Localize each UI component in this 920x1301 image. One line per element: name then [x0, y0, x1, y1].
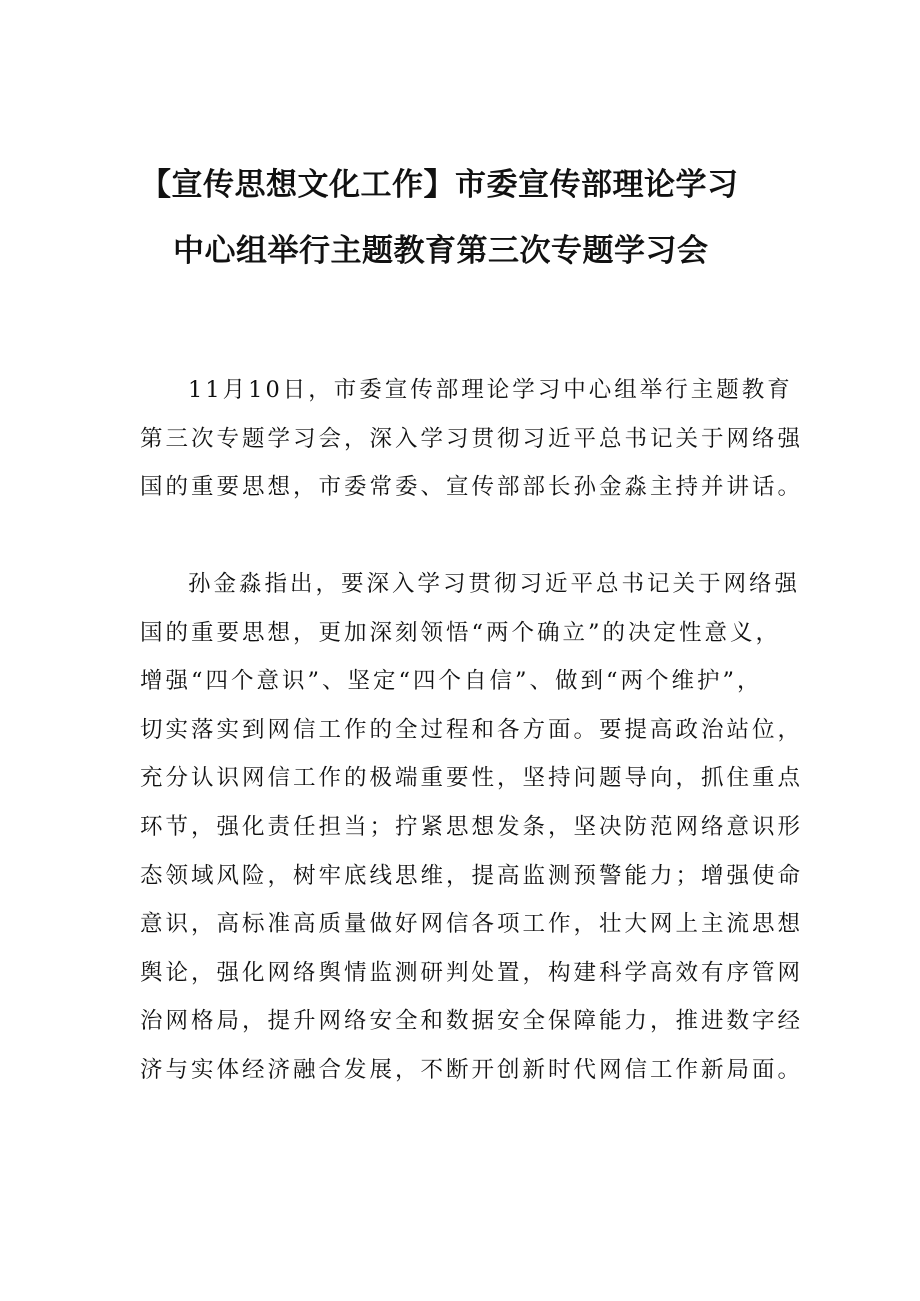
paragraph-line: 环节，强化责任担当；拧紧思想发条，坚决防范网络意识形 — [140, 813, 804, 840]
paragraph-line: 11月10日，市委宣传部理论学习中心组举行主题教育 — [188, 377, 793, 403]
paragraph-line: 第三次专题学习会，深入学习贯彻习近平总书记关于网络强 — [140, 425, 804, 452]
paragraph-line: 济与实体经济融合发展，不断开创新时代网信工作新局面。 — [140, 1056, 804, 1083]
title-line-1: 【宣传思想文化工作】市委宣传部理论学习 — [140, 167, 739, 203]
paragraph-line: 充分认识网信工作的极端重要性，坚持问题导向，抓住重点 — [140, 765, 804, 792]
title-line-2: 中心组举行主题教育第三次专题学习会 — [173, 233, 709, 269]
document-title — [140, 152, 800, 284]
paragraph-line: 态领域风险，树牢底线思维，提高监测预警能力；增强使命 — [140, 862, 804, 889]
paragraph-line: 孙金淼指出，要深入学习贯彻习近平总书记关于网络强 — [188, 571, 801, 597]
paragraph-line: 意识，高标准高质量做好网信各项工作，壮大网上主流思想 — [140, 911, 804, 938]
paragraph-speech-content — [140, 560, 804, 1095]
paragraph-line: 切实落实到网信工作的全过程和各方面。要提高政治站位， — [140, 716, 804, 743]
paragraph-line: 治网格局，提升网络安全和数据安全保障能力，推进数字经 — [140, 1008, 804, 1035]
paragraph-line: 国的重要思想，更加深刻领悟“两个确立”的决定性意义， — [140, 619, 782, 646]
paragraph-line: 国的重要思想，市委常委、宣传部部长孙金淼主持并讲话。 — [140, 474, 804, 501]
paragraph-line: 增强“四个意识”、坚定“四个自信”、做到“两个维护”， — [140, 668, 763, 695]
paragraph-line: 舆论，强化网络舆情监测研判处置，构建科学高效有序管网 — [140, 959, 804, 986]
paragraph-meeting-intro — [140, 366, 804, 512]
